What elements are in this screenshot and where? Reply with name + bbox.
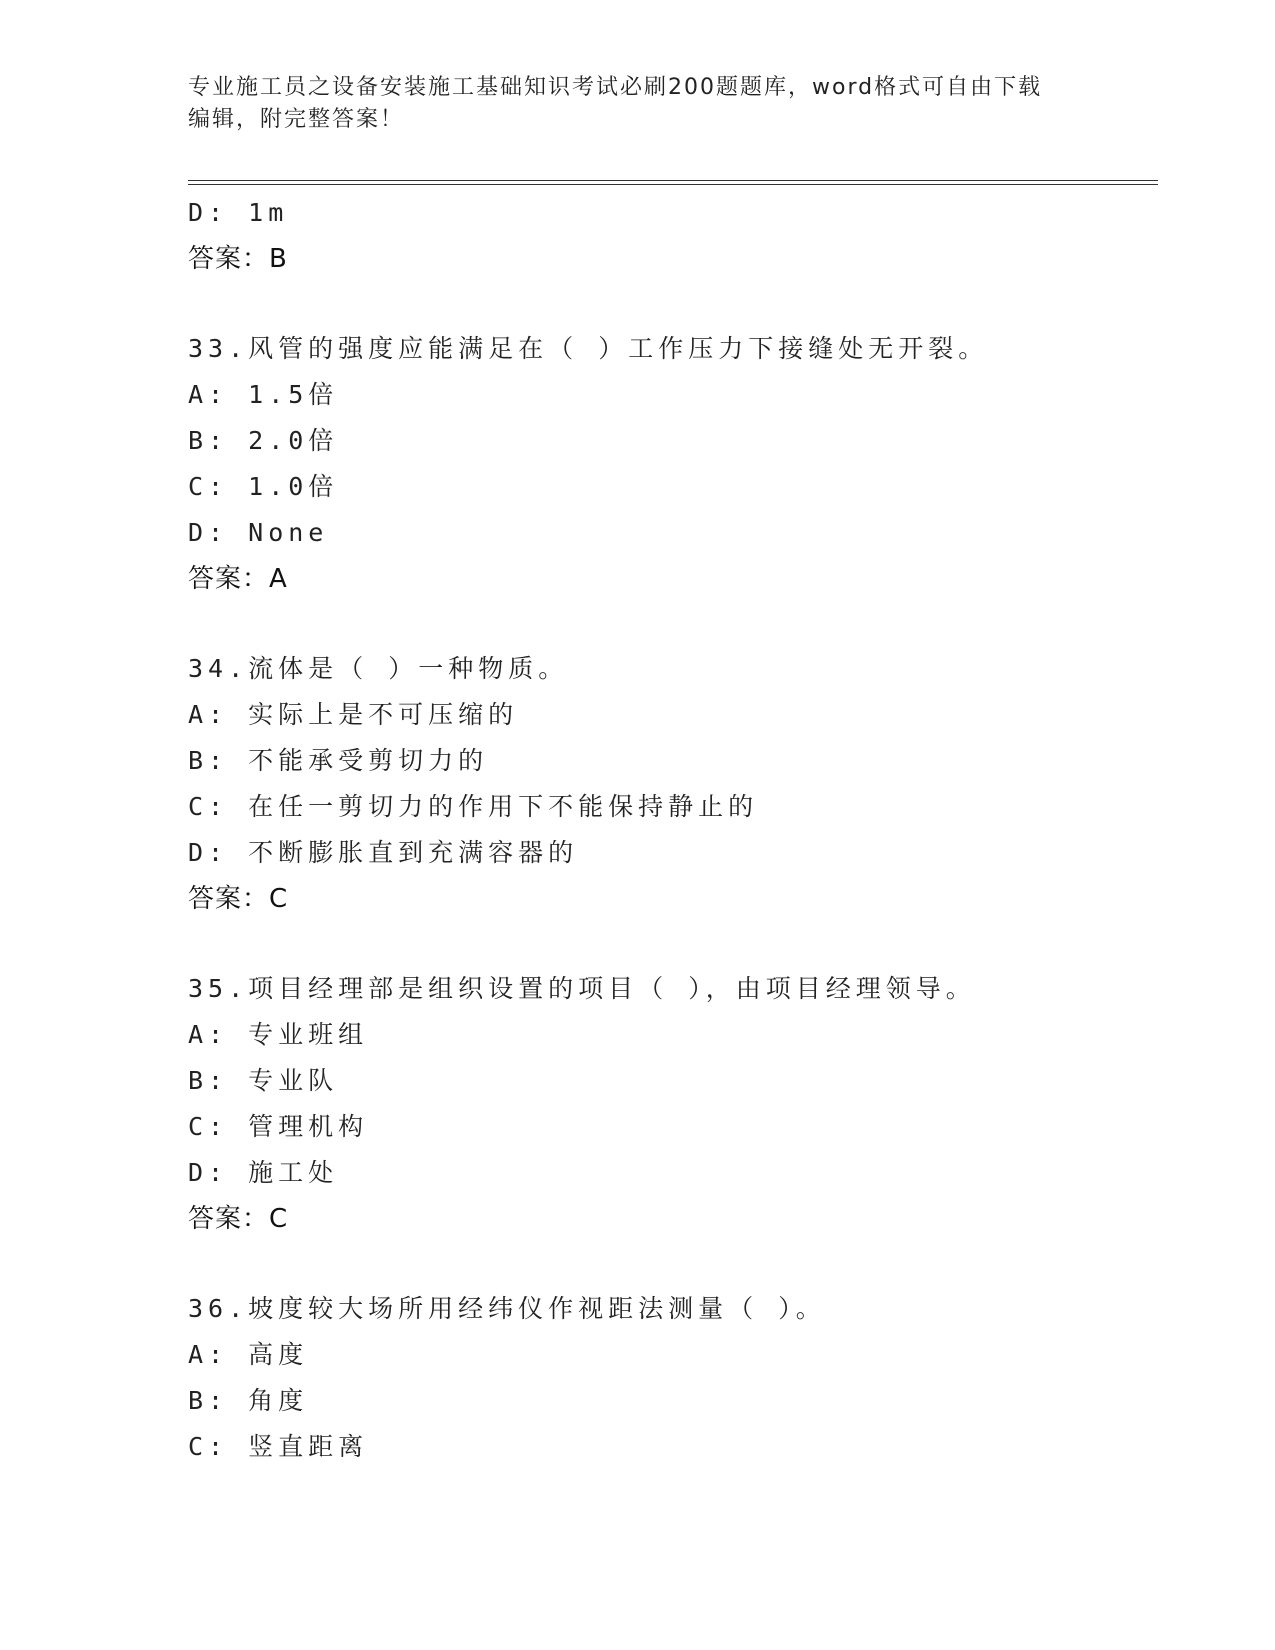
answer-line: 答案：A: [188, 564, 288, 594]
question-block-34: [188, 646, 1148, 922]
document-header: [188, 72, 1088, 136]
option-d: D: 1m: [188, 198, 289, 227]
header-double-rule: [188, 180, 1158, 185]
option-b: B: 专业队: [188, 1066, 339, 1095]
option-c: C: 1.0倍: [188, 472, 339, 501]
option-c: C: 竖直距离: [188, 1432, 369, 1461]
option-a: A: 实际上是不可压缩的: [188, 700, 519, 729]
option-b: B: 角度: [188, 1386, 309, 1415]
question-block-35: [188, 966, 1148, 1242]
answer-line: 答案：C: [188, 1204, 289, 1234]
question-list: [188, 190, 1148, 1470]
header-title-line-2: 编辑，附完整答案！: [188, 107, 405, 132]
option-c: C: 管理机构: [188, 1112, 369, 1141]
option-b: B: 2.0倍: [188, 426, 339, 455]
question-block-36: [188, 1286, 1148, 1470]
option-c: C: 在任一剪切力的作用下不能保持静止的: [188, 792, 759, 821]
question-stem: 33.风管的强度应能满足在（ ）工作压力下接缝处无开裂。: [188, 334, 989, 363]
option-a: A: 1.5倍: [188, 380, 339, 409]
question-block-32-partial: [188, 190, 1148, 282]
option-d: D: 不断膨胀直到充满容器的: [188, 838, 579, 867]
option-d: D: 施工处: [188, 1158, 339, 1187]
question-block-33: [188, 326, 1148, 602]
question-stem: 35.项目经理部是组织设置的项目（ ），由项目经理领导。: [188, 974, 976, 1003]
option-d: D: None: [188, 518, 329, 547]
option-a: A: 专业班组: [188, 1020, 369, 1049]
option-b: B: 不能承受剪切力的: [188, 746, 489, 775]
answer-line: 答案：C: [188, 884, 289, 914]
option-a: A: 高度: [188, 1340, 309, 1369]
question-stem: 36.坡度较大场所用经纬仪作视距法测量（ ）。: [188, 1294, 826, 1323]
answer-line: 答案：B: [188, 244, 288, 274]
header-title-line-1: 专业施工员之设备安装施工基础知识考试必刷200题题库，word格式可自由下载: [188, 75, 1043, 100]
question-stem: 34.流体是（ ）一种物质。: [188, 654, 569, 683]
